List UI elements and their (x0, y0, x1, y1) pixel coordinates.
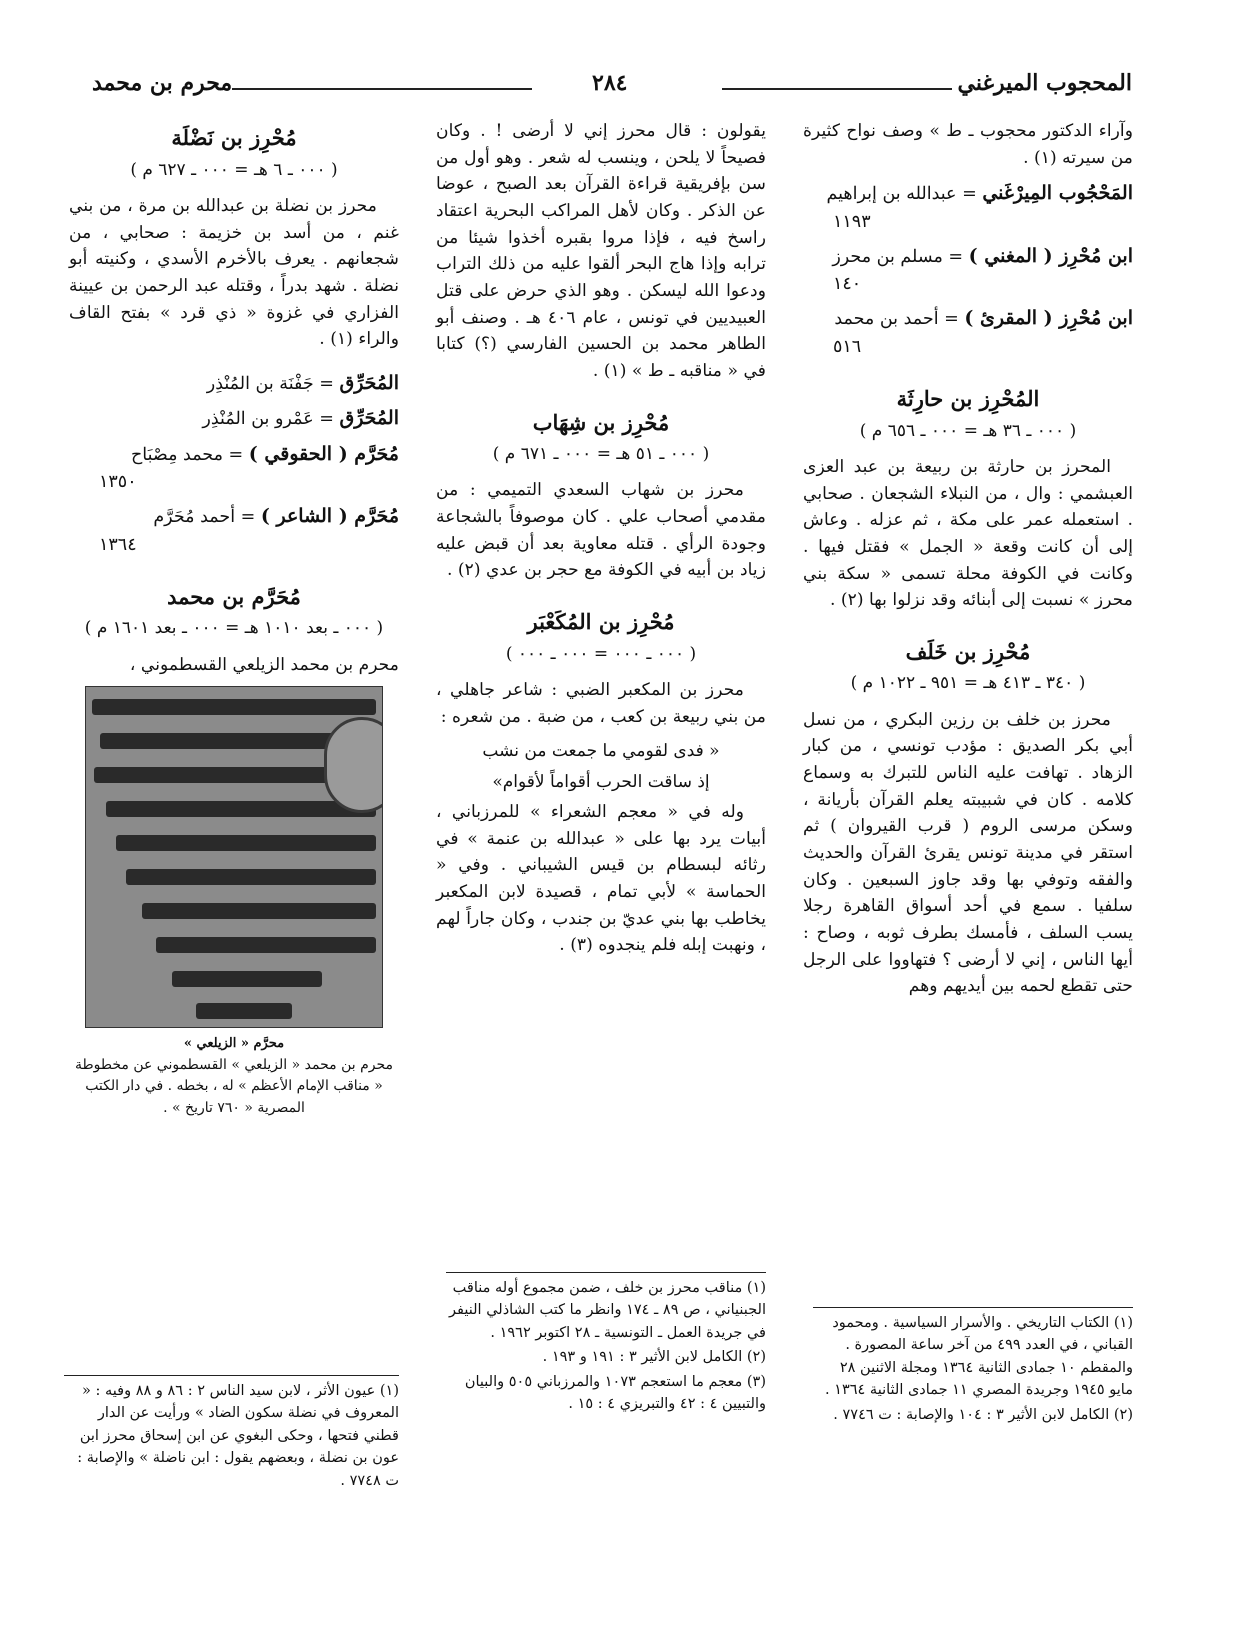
entry-body: وله في « معجم الشعراء » للمرزباني ، أبيات يرد بها على « عبدالله بن عنمة » في رثائه لبسطام بن قيس الشيباني . وفي « الحماسة » لأبي تمام ، قصيدة لابن المكعبر يخاطب بها بني عديّ بن جندب ، وكان جاراً لهم ، ونهبت إبله فلم ينجدوه (٣) . (436, 801, 766, 956)
cross-reference (803, 179, 1133, 236)
xref-target: = أحمد مُحَرَّم (153, 507, 256, 528)
footnotes-right (813, 1307, 1133, 1428)
entry-title: مُحْرِز بن شِهَاب (532, 409, 670, 435)
entry-title: المُحْرِز بن حارِثَة (896, 386, 1040, 411)
entry-body: محرز بن المكعبر الضبي : شاعر جاهلي ، من بني ربيعة بن كعب ، من ضبة . من شعره : (436, 679, 766, 727)
manuscript-image (85, 686, 383, 1028)
entry-title: مُحْرِز بن نَضْلَة (171, 125, 297, 150)
column-left (69, 118, 399, 1120)
entry-dates: ( ٠٠٠ ـ ٠٠٠ = ٠٠٠ ـ ٠٠٠ ) (505, 643, 697, 664)
entry-dates: ( ٣٤٠ ـ ٤١٣ هـ = ٩٥١ ـ ١٠٢٢ م ) (850, 673, 1086, 694)
xref-target: = مسلم بن محرز (832, 246, 964, 267)
cross-reference (69, 440, 399, 497)
running-header (92, 70, 1132, 114)
xref-name: ابن مُحْرِز ( المقرئ ) (964, 307, 1133, 330)
entry-body: محرز بن خلف بن رزين البكري ، من نسل أبي بكر الصديق : مؤدب تونسي ، من كبار الزهاد . تهافت عليه الناس للتبرك به وسماع كلامه . كان في شبيبته يعلم القرآن بأريانة ، وسكن مرسى الروم ( قرب القيروان ) ثم استقر في مدينة تونس يقرئ القرآن والحديث والفقه وتوفي بها وقد جاوز السبعين . وكان سلفيا . سمع في أحد أسواق القاهرة رجلا يسب السلف ، فأمسك بطرف ثوبه ، وصاح : أيها الناس ، إني لا أرضى ؟ فتهاووا على الرجل حتى تقطع لحمه بين أيديهم وهم (803, 709, 1133, 997)
xref-code: ١٣٥٠ (99, 472, 137, 493)
entry-dates: ( ٠٠٠ ـ ٥١ هـ = ٠٠٠ ـ ٦٧١ م ) (492, 444, 710, 465)
caption-text: محرم بن محمد « الزيلعي » القسطموني عن مخطوطة « مناقب الإمام الأعظم » له ، بخطه . في دار الكتب المصرية « ٧٦٠ تاريخ » . (74, 1056, 394, 1116)
entry-body: محرز بن شهاب السعدي التميمي : من مقدمي أصحاب علي . كان موصوفاً بالشجاعة وجودة الرأي . قتله معاوية بعد أن قبض عليه زياد بن أبيه في الكوفة مع حجر بن عدي (٢) . (436, 480, 766, 581)
footnote: (٢) الكامل لابن الأثير ٣ : ١٩١ و ١٩٣ . (542, 1349, 766, 1366)
cross-reference (69, 502, 399, 559)
xref-name: مُحَرَّم ( الحقوقي ) (248, 442, 399, 465)
footnote: (١) عيون الأثر ، لابن سيد الناس ٢ : ٨٦ و ٨٨ وفيه : « المعروف في نضلة سكون الضاد » ورأيت عن الدار قطني فتحها ، وحكى البغوي عن ابن إسحاق محرز ابن عون بن نضلة ، وبعضهم يقول : ابن ناضلة » والإصابة : ت ٧٧٤٨ . (77, 1383, 399, 1489)
cross-reference (803, 242, 1133, 299)
header-rule-right (722, 88, 952, 90)
verse-line: إذ ساقت الحرب أقواماً لأقوام» (492, 771, 710, 792)
header-rule-left (232, 88, 532, 90)
entry-body: محرز بن نضلة بن عبدالله بن مرة ، من بني غنم ، من أسد بن خزيمة : صحابي ، من شجعانهم . يعرف بالأخرم الأسدي ، وكنيته أبو نضلة . شهد بدراً ، وقتله عبد الرحمن بن عيينة الفزاري في غزوة « ذي قرد » بفتح القاف والراء (١) . (69, 195, 399, 350)
entry-title: مُحْرِز بن المُكَعْبَر (527, 609, 675, 635)
page-number: ٢٨٤ (592, 70, 628, 96)
continued-text: وآراء الدكتور محجوب ـ ط » وصف نواح كثيرة من سيرته (١) . (803, 121, 1133, 168)
cross-reference (69, 404, 399, 433)
column-middle (436, 118, 766, 967)
cross-reference (69, 369, 399, 398)
seal-stamp (324, 717, 383, 813)
xref-name: ابن مُحْرِز ( المغني ) (968, 244, 1133, 267)
xref-name: مُحَرَّم ( الشاعر ) (260, 505, 399, 528)
entry-body: محرم بن محمد الزيلعي القسطموني ، (129, 654, 399, 675)
entry-title: مُحَرَّم بن محمد (167, 583, 301, 609)
figure-caption (69, 1034, 399, 1119)
xref-code: ١١٩٣ (833, 211, 871, 232)
xref-target: = أحمد بن محمد (834, 309, 959, 330)
xref-target: = عبدالله بن إبراهيم (826, 184, 977, 205)
entry-title: مُحْرِز بن خَلَف (905, 638, 1031, 664)
xref-code: ٥١٦ (833, 336, 862, 357)
continued-text: يقولون : قال محرز إني لا أرضى ! . وكان فصيحاً لا يلحن ، وينسب له شعر . وهو أول من سن بإفريقية قراءة القرآن بعد الصبح ، عوضا عن الذكر . وكان لأهل المراكب البحرية اعتقاد راسخ فيه ، فإذا مروا بقبره أخذوا شيئا من ترابه وإذا هاج البحر ألقوا عليه من ذلك التراب ودعوا الله ليسكن . وهو الذي حرض على قتل العبيديين في تونس ، عام ٤٠٦ هـ . وصنف أبو الطاهر محمد بن الحسين الفارسي (؟) كتابا في « مناقبه ـ ط » (١) . (436, 121, 767, 381)
footnote: (٢) الكامل لابن الأثير ٣ : ١٠٤ والإصابة : ت ٧٧٤٦ . (833, 1406, 1133, 1423)
entry-body: المحرز بن حارثة بن ربيعة بن عبد العزى العبشمي : وال ، من النبلاء الشجعان . صحابي . استعمله عمر على مكة ، ثم عزله . وعاش إلى أن كانت وقعة « الجمل » فقتل فيها . وكانت في الكوفة محلة تسمى « سكة بني محرز » نسبت إلى أبنائه وقد نزلوا بها (٢) . (803, 456, 1133, 611)
entry-dates: ( ٠٠٠ ـ ٣٦ هـ = ٠٠٠ ـ ٦٥٦ م ) (859, 420, 1077, 441)
xref-code: ١٣٦٤ (99, 534, 137, 555)
xref-name: المَحْجُوب المِيرْغَني (982, 182, 1133, 205)
footnotes-left (64, 1375, 399, 1494)
caption-title: محرَّم « الزيلعي » (183, 1036, 285, 1052)
footnote: (١) مناقب محرز بن خلف ، ضمن مجموع أوله مناقب الجبنياني ، ص ٨٩ ـ ١٧٤ وانظر ما كتب الشاذلي النيفر في جريدة العمل ـ التونسية ـ ٢٨ اكتوبر ١٩٦٢ . (449, 1280, 766, 1341)
column-right (803, 118, 1133, 1008)
header-right-title: المحجوب الميرغني (957, 70, 1132, 96)
xref-target: = محمد مِصْبَاح (130, 444, 244, 465)
header-left-title: محرم بن محمد (92, 70, 233, 96)
verse-line: « فدى لقومي ما جمعت من نشب (482, 741, 720, 762)
xref-target: = جَفْنَة بن المُنْذِر (206, 373, 334, 394)
entry-dates: ( ٠٠٠ ـ ٦ هـ = ٠٠٠ ـ ٦٢٧ م ) (130, 159, 338, 180)
xref-name: المُحَرِّق (339, 371, 399, 394)
xref-code: ١٤٠ (833, 274, 862, 295)
footnote: (١) الكتاب التاريخي . والأسرار السياسية . ومحمود القباني ، في العدد ٤٩٩ من آخر ساعة المصورة . والمقطم ١٠ جمادى الثانية ١٣٦٤ ومجلة الاثنين ٢٨ مايو ١٩٤٥ وجريدة المصري ١١ جمادى الثانية ١٣٦٤ . (824, 1315, 1133, 1399)
footnote: (٣) معجم ما استعجم ١٠٧٣ والمرزباني ٥٠٥ والبيان والتبيين ٤ : ٤٢ والتبريزي ٤ : ١٥ . (464, 1373, 766, 1413)
entry-dates: ( ٠٠٠ ـ بعد ١٠١٠ هـ = ٠٠٠ ـ بعد ١٦٠١ م ) (84, 618, 384, 639)
xref-target: = عَمْرو بن المُنْذِر (202, 409, 334, 430)
cross-reference (803, 304, 1133, 361)
footnotes-middle (446, 1272, 766, 1418)
xref-name: المُحَرِّق (339, 407, 399, 430)
